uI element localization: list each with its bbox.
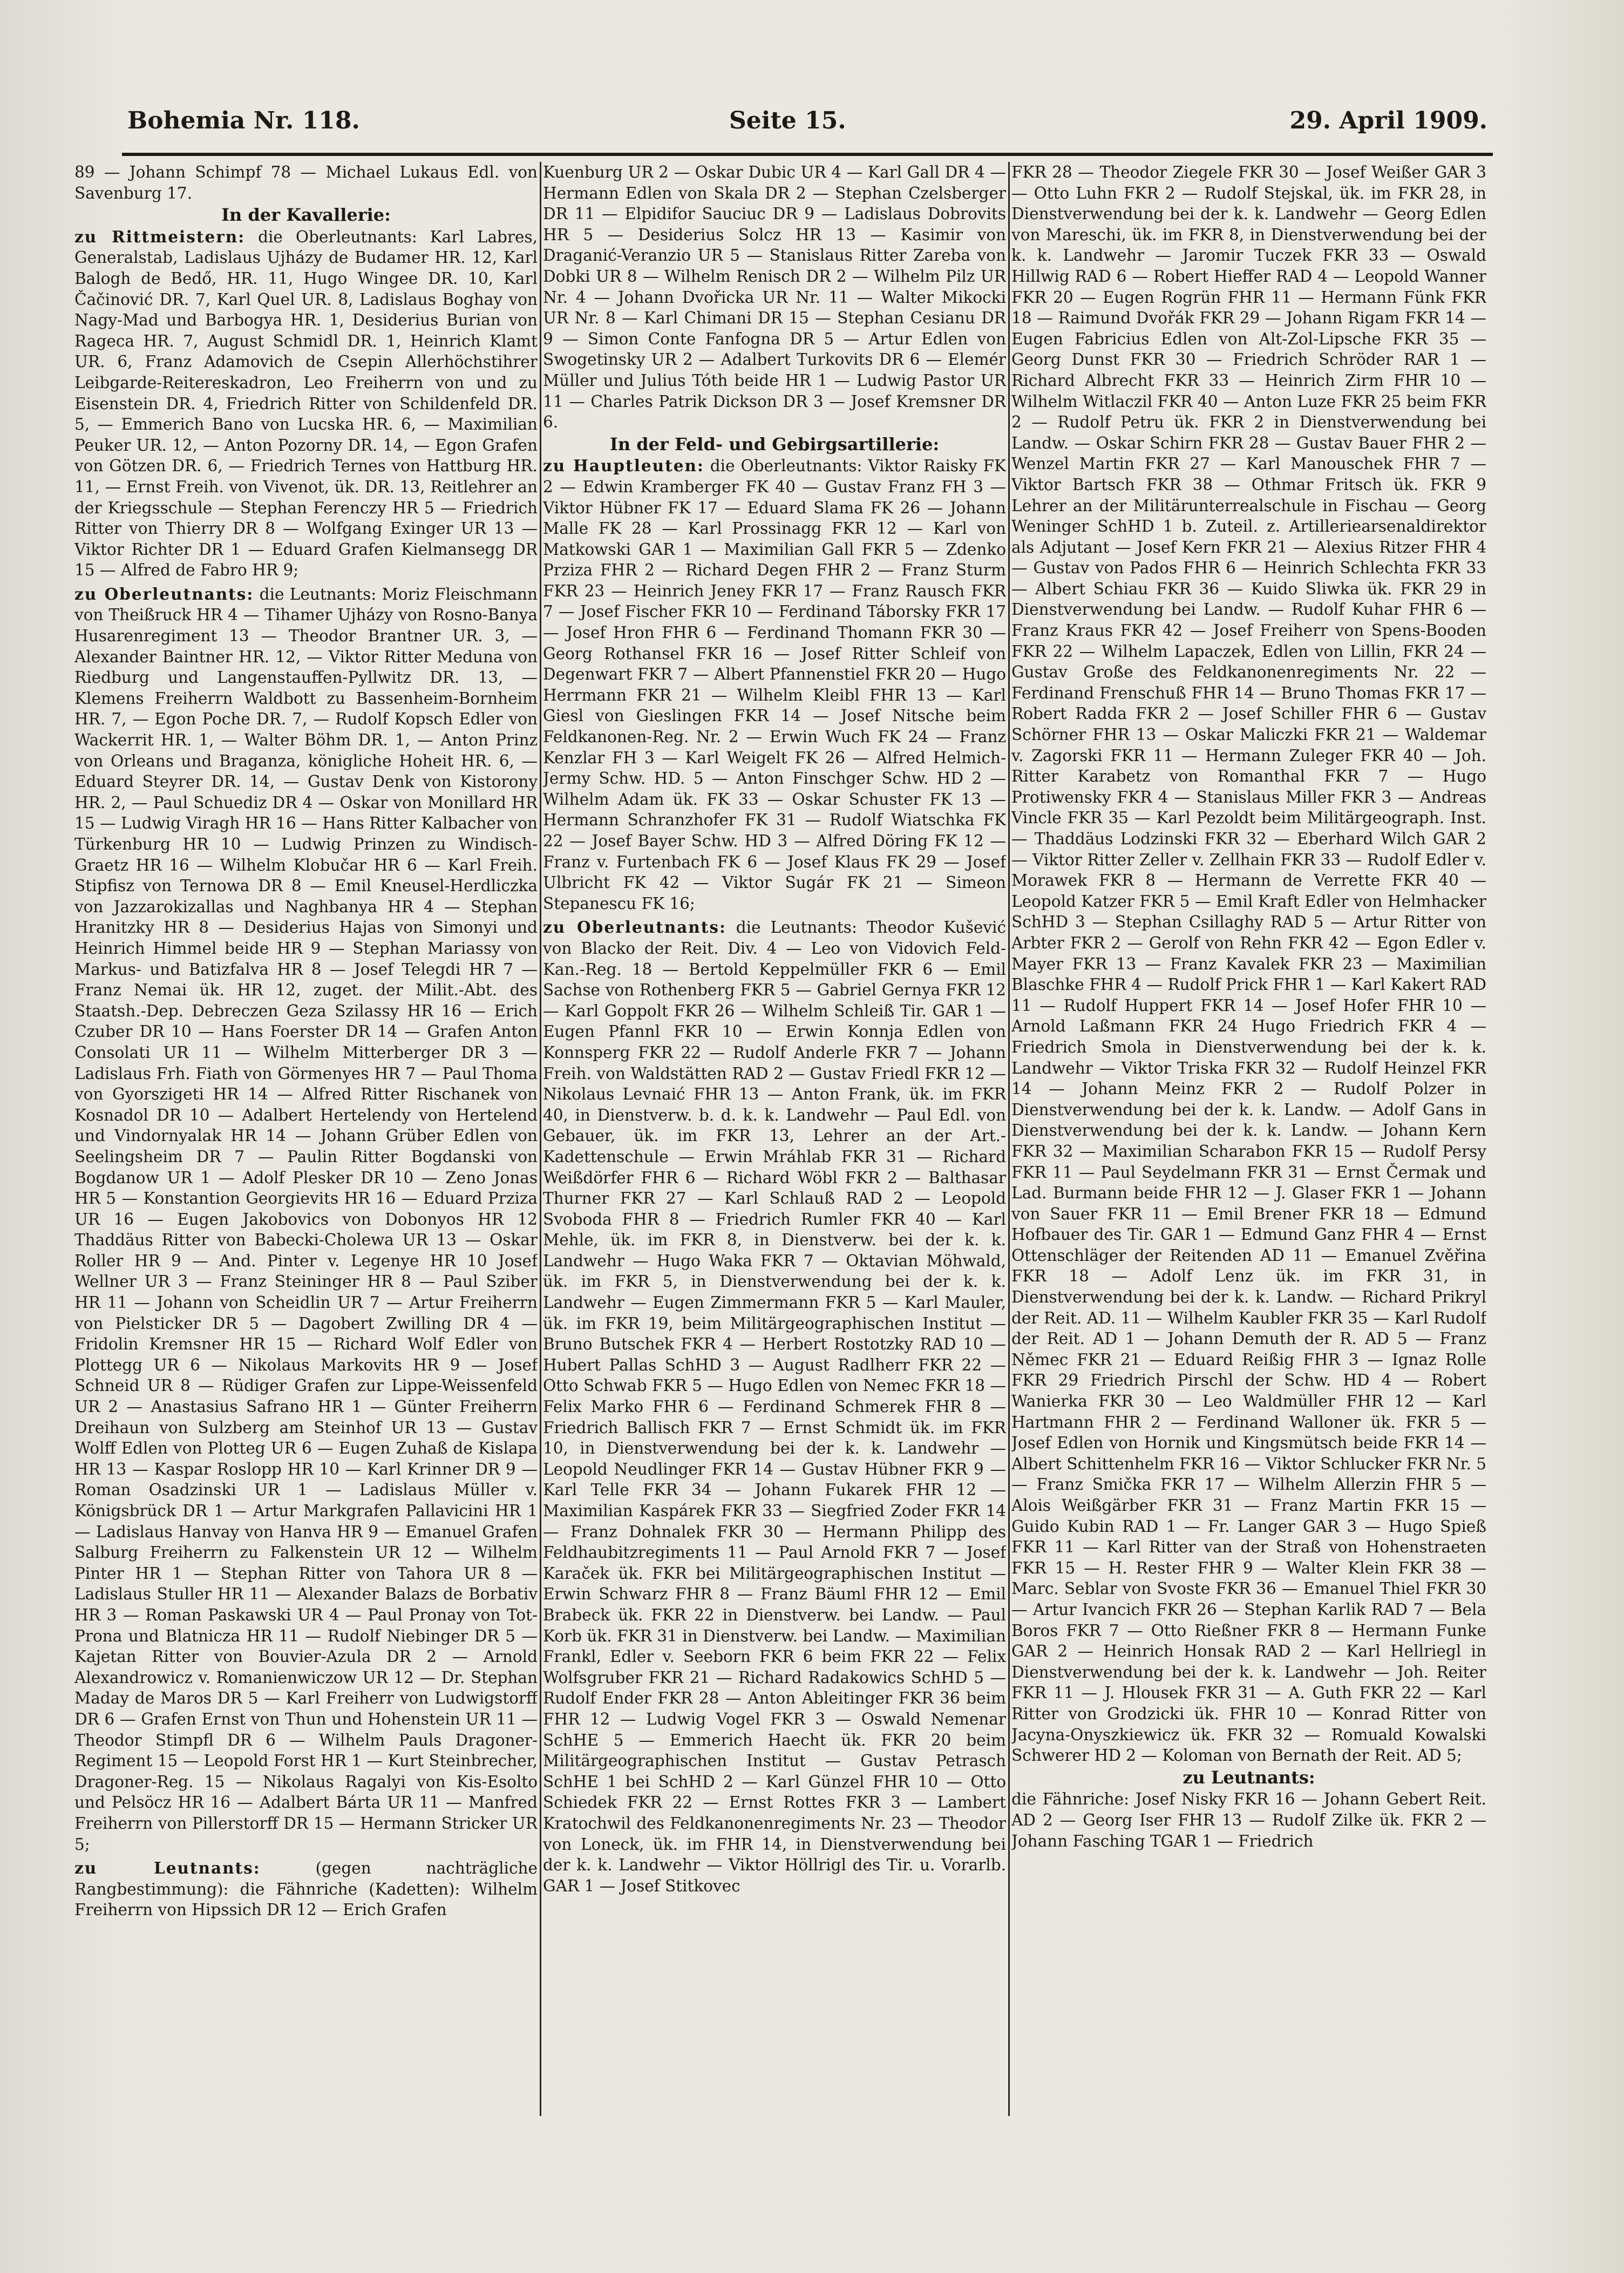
- paragraph: [74, 1858, 538, 1921]
- paragraph: FKR 28 — Theodor Ziegele FKR 30 — Josef Weißer GAR 3 — Otto Luhn FKR 2 — Rudolf Stejskal, ük. im FKR 28, in Dienstverwendung bei der k. k. Landwehr — Georg Edlen von Mareschi, ük. im FKR 8, in Dienstverwendung bei der k. k. Landwehr — Jaromir Tuczek FKR 33 — Oswald Hillwig RAD 6 — Robert Hieffer RAD 4 — Leopold Wanner FKR 20 — Eugen Rogrün FHR 11 — Hermann Fünk FKR 18 — Raimund Dvořák FKR 29 — Johann Rigam FKR 14 — Eugen Fabricius Edlen von Alt-Zol-Lipsche FKR 35 — Georg Dunst FKR 30 — Friedrich Schröder RAR 1 — Richard Albrecht FKR 33 — Heinrich Zirm FHR 10 — Wilhelm Witlaczil FKR 40 — Anton Luze FKR 25 beim FKR 2 — Rudolf Petru ük. FKR 2 in Dienstverwendung bei Landw. — Oskar Schirn FKR 28 — Gustav Bauer FHR 2 — Wenzel Martin FKR 27 — Karl Manouschek FHR 7 — Viktor Bartsch FKR 38 — Othmar Fritsch ük. FKR 9 Lehrer an der Militärunterrealschule in Fischau — Georg Weninger SchHD 1 b. Zuteil. z. Artilleriearsenaldirektor als Adjutant — Josef Kern FKR 21 — Alexius Ritzer FHR 4 — Gustav von Pados FHR 6 — Heinrich Schlechta FKR 33 — Albert Schiau FKR 36 — Kuido Sliwka ük. FKR 29 in Dienstverwendung bei Landw. — Rudolf Kuhar FHR 6 — Franz Kraus FKR 42 — Josef Freiherr von Spens-Booden FKR 22 — Wilhelm Lapaczek, Edlen von Lillin, FKR 24 — Gustav Große des Feldkanonenregiments Nr. 22 — Ferdinand Frenschuß FHR 14 — Bruno Thomas FKR 17 — Robert Radda FKR 2 — Josef Schiller FHR 6 — Gustav Schörner FHR 13 — Oskar Maliczki FKR 21 — Waldemar v. Zagorski FKR 11 — Hermann Zuleger FKR 40 — Joh. Ritter Karabetz von Romanthal FKR 7 — Hugo Protiwensky FKR 4 — Stanislaus Miller FKR 3 — Andreas Vincle FKR 35 — Karl Pezoldt beim Militärgeograph. Inst. — Thaddäus Lodzinski FKR 32 — Eberhard Wilch GAR 2 — Viktor Ritter Zeller v. Zellhain FKR 33 — Rudolf Edler v. Morawek FKR 8 — Hermann de Verrette FKR 40 — Leopold Katzer FKR 5 — Emil Kraft Edler von Helmhacker SchHD 3 — Stephan Csillaghy RAD 5 — Artur Ritter von Arbter FKR 2 — Gerolf von Rehn FKR 42 — Egon Edler v. Mayer FKR 13 — Franz Kavalek FKR 23 — Maximilian Blaschke FHR 4 — Rudolf Prick FHR 1 — Karl Kakert RAD 11 — Rudolf Huppert FKR 14 — Josef Hofer FHR 10 — Arnold Laßmann FKR 24 Hugo Friedrich FKR 4 — Friedrich Smola in Dienstverwendung bei der k. k. Landwehr — Viktor Triska FKR 32 — Rudolf Heinzel FKR 14 — Johann Meinz FKR 2 — Rudolf Polzer in Dienstverwendung bei der k. k. Landw. — Adolf Gans in Dienstverwendung bei der k. k. Landw. — Johann Kern FKR 32 — Maximilian Scharabon FKR 15 — Rudolf Persy FKR 11 — Paul Seydelmann FKR 31 — Ernst Čermak und Lad. Burmann beide FHR 12 — J. Glaser FKR 1 — Johann von Sauer FKR 11 — Emil Brener FKR 18 — Edmund Hofbauer des Tir. GAR 1 — Edmund Ganz FHR 4 — Ernst Ottenschläger der Reitenden AD 11 — Emanuel Zvěřina FKR 18 — Adolf Lenz ük. im FKR 31, in Dienstverwendung bei der k. k. Landw. — Richard Prikryl der Reit. AD. 11 — Wilhelm Kaubler FKR 35 — Karl Rudolf der Reit. AD 1 — Johann Demuth der R. AD 5 — Franz Němec FKR 21 — Eduard Reißig FHR 3 — Ignaz Rolle FKR 29 Friedrich Pirschl der Schw. HD 4 — Robert Wanierka FKR 30 — Leo Waldmüller FHR 12 — Karl Hartmann FHR 2 — Ferdinand Walloner ük. FKR 5 — Josef Edlen von Hornik und Kingsmütsch beide FKR 14 — Albert Schittenhelm FKR 16 — Viktor Schlucker FKR Nr. 5 — Franz Smička FKR 17 — Wilhelm Allerzin FHR 5 — Alois Weißgärber FKR 31 — Franz Martin FKR 15 — Guido Kubin RAD 1 — Fr. Langer GAR 3 — Hugo Spieß FKR 11 — Karl Ritter van der Straß von Hohenstraeten FKR 15 — H. Rester FHR 9 — Walter Klein FKR 38 — Marc. Seblar von Svoste FKR 36 — Emanuel Thiel FKR 30 — Artur Ivancich FKR 26 — Stephan Karlik RAD 7 — Bela Boros FKR 7 — Otto Rießner FKR 8 — Hermann Funke GAR 2 — Heinrich Honsak RAD 2 — Karl Hellriegl in Dienstverwendung bei der k. k. Landwehr — Joh. Reiter FKR 11 — J. Hlousek FKR 31 — A. Guth FKR 22 — Karl Ritter von Grodzicki ük. FHR 10 — Konrad Ritter von Jacyna-Onyszkiewicz ük. FKR 32 — Romuald Kowalski Schwerer HD 2 — Koloman von Bernath der Reit. AD 5;: [1011, 163, 1486, 1765]
- promotion-list: (gegen nachträgliche Rangbestimmung): die Fähnriche (Kadetten): Wilhelm Freiherrn von Hipssich DR 12 — Erich Grafen: [74, 1859, 538, 1919]
- paragraph: [74, 584, 538, 1855]
- promotion-list: die Leutnants: Theodor Kušević von Blacko der Reit. Div. 4 — Leo von Vidovich Feld-Kan.-Reg. 18 — Bertold Keppelmüller FKR 6 — Emil Sachse von Rothenberg FKR 5 — Gabriel Gernya FKR 12 — Karl Goppolt FKR 26 — Wilhelm Schleiß Tir. GAR 1 — Eugen Pfannl FKR 10 — Erwin Konnja Edlen von Konnsperg FKR 22 — Rudolf Anderle FKR 7 — Johann Freih. von Waldstätten RAD 2 — Gustav Friedl FKR 12 — Nikolaus Levnaić FHR 13 — Anton Frank, ük. im FKR 40, in Dienstverw. b. d. k. k. Landwehr — Paul Edl. von Gebauer, ük. im FKR 13, Lehrer an der Art.-Kadettenschule — Erwin Mráhlab FKR 31 — Richard Weißdörfer FHR 6 — Richard Wöbl FKR 2 — Balthasar Thurner FKR 27 — Karl Schlauß RAD 2 — Leopold Svoboda FHR 8 — Friedrich Rumler FKR 40 — Karl Mehle, ük. im FKR 8, in Dienstverw. bei der k. k. Landwehr — Hugo Waka FKR 7 — Oktavian Möhwald, ük. im FKR 5, in Dienstverwendung bei der k. k. Landwehr — Eugen Zimmermann FKR 5 — Karl Mauler, ük. im FKR 19, beim Militärgeographischen Institut — Bruno Butschek FKR 4 — Herbert Rostotzky RAD 10 — Hubert Pallas SchHD 3 — August Radlherr FKR 22 — Otto Schwab FKR 5 — Hugo Edlen von Nemec FKR 18 — Felix Marko FHR 6 — Ferdinand Schmerek FHR 8 — Friedrich Ballisch FKR 7 — Ernst Schmidt ük. im FKR 10, in Dienstverwendung bei der k. k. Landwehr — Leopold Neudlinger FKR 14 — Gustav Hübner FKR 9 — Karl Telle FKR 34 — Johann Fukarek FHR 12 — Maximilian Kaspárek FKR 33 — Siegfried Zoder FKR 14 — Franz Dohnalek FKR 30 — Hermann Philipp des Feldhaubitzregiments 11 — Paul Arnold FKR 7 — Josef Karaček ük. FKR bei Militärgeographischen Institut — Erwin Schwarz FHR 8 — Franz Bäuml FHR 12 — Emil Brabeck ük. FKR 22 in Dienstverw. bei Landw. — Paul Korb ük. FKR 31 in Dienstverw. bei Landw. — Maximilian Frankl, Edler v. Seeborn FKR 6 beim FKR 22 — Felix Wolfsgruber FKR 21 — Richard Radakowics SchHD 5 — Rudolf Ender FKR 28 — Anton Ableitinger FKR 36 beim FHR 12 — Ludwig Vogel FKR 3 — Oswald Nemenar SchHE 5 — Emmerich Haecht ük. FKR 20 beim Militärgeographischen Institut — Gustav Petrasch SchHE 1 bei SchHD 2 — Karl Günzel FHR 10 — Otto Schiedek FKR 22 — Ernst Rottes FKR 3 — Lambert Kratochwil des Feldkanonenregiments Nr. 23 — Theodor von Loneck, ük. im FHR 14, in Dienstverwendung bei der k. k. Landwehr — Viktor Höllrigl des Tir. u. Vorarlb. GAR 1 — Josef Stitkovec: [543, 918, 1006, 1895]
- promotion-intro: die Fähnriche:: [1011, 1790, 1130, 1809]
- rank-heading: zu Leutnants:: [74, 1858, 261, 1878]
- rank-heading: zu Hauptleuten:: [543, 456, 704, 476]
- rank-heading: zu Oberleutnants:: [74, 584, 254, 603]
- promotion-list: die Oberleutnants: Viktor Raisky FK 2 — Edwin Kramberger FK 40 — Gustav Franz FH 3 — Viktor Hübner FK 17 — Eduard Slama FK 26 — Johann Malle FK 28 — Karl Prossinagg FKR 12 — Karl von Matkowski GAR 1 — Maximilian Gall FKR 5 — Zdenko Prziza FHR 2 — Richard Degen FHR 2 — Franz Sturm FKR 23 — Heinrich Jeney FKR 17 — Franz Rausch FKR 7 — Josef Fischer FKR 10 — Ferdinand Táborsky FKR 17 — Josef Hron FHR 6 — Ferdinand Thomann FKR 30 — Georg Rothansel FKR 16 — Josef Ritter Schleif von Degenwart FKR 7 — Albert Pfannenstiel FKR 20 — Hugo Herrmann FKR 21 — Wilhelm Kleibl FHR 13 — Karl Giesl von Gieslingen FKR 14 — Josef Nitsche beim Feldkanonen-Reg. Nr. 2 — Erwin Wuch FK 24 — Franz Kenzlar FH 3 — Karl Weigelt FK 26 — Alfred Helmich-Jermy Schw. HD. 5 — Anton Finschger Schw. HD 2 — Wilhelm Adam ük. FK 33 — Oskar Schuster FK 13 — Hermann Schranzhofer FK 31 — Rudolf Wiatschka FK 22 — Josef Bayer Schw. HD 3 — Alfred Döring FK 12 — Franz v. Furtenbach FK 6 — Josef Klaus FK 29 — Josef Ulbricht FK 42 — Viktor Sugár FK 21 — Simeon Stepanescu FK 16;: [543, 457, 1006, 913]
- page-number: Seite 15.: [729, 107, 846, 134]
- section-heading: In der Kavallerie:: [221, 205, 391, 226]
- paragraph: [74, 227, 538, 581]
- promotion-list: die Oberleutnants: Karl Labres, Generalstab, Ladislaus Ujházy de Budamer HR. 12, Karl Balogh de Bedő, HR. 11, Hugo Wingee DR. 10, Karl Čačinović DR. 7, Karl Quel UR. 8, Ladislaus Boghay von Nagy-Mad und Barbogya HR. 1, Desiderius Burian von Rageca HR. 7, August Schmidl DR. 1, Heinrich Klamt UR. 6, Franz Adamovich de Csepin Allerhöchstihrer Leibgarde-Reitereskadron, Leo Freiherrn von und zu Eisenstein DR. 4, Friedrich Ritter von Schildenfeld DR. 5, — Emmerich Bano von Lucska HR. 6, — Maximilian Peuker UR. 12, — Anton Pozorny DR. 14, — Egon Grafen von Götzen DR. 6, — Friedrich Ternes von Hattburg HR. 11, — Ernst Freih. von Vivenot, ük. DR. 13, Reitlehrer an der Kriegsschule — Stephan Ferenczy HR 5 — Friedrich Ritter von Thierry DR 8 — Wolfgang Exinger UR 13 — Viktor Richter DR 1 — Eduard Grafen Kielmansegg DR 15 — Alfred de Fabro HR 9;: [74, 227, 538, 580]
- paragraph: [543, 456, 1006, 914]
- paragraph: [1011, 1789, 1486, 1851]
- column-divider: [1008, 162, 1010, 2116]
- promotion-list: Josef Nisky FKR 16 — Johann Gebert Reit. AD 2 — Georg Iser FHR 13 — Rudolf Zilke ük. FKR 2 — Johann Fasching TGAR 1 — Friedrich: [1011, 1790, 1486, 1850]
- column-1: [74, 162, 538, 2148]
- rank-heading: zu Leutnants:: [1183, 1767, 1315, 1788]
- rank-heading: zu Oberleutnants:: [543, 918, 726, 937]
- column-3: [1011, 162, 1486, 2148]
- issue-date: 29. April 1909.: [1289, 107, 1487, 134]
- paragraph: [543, 917, 1006, 1896]
- section-heading: In der Feld- und Gebirgsartillerie:: [609, 433, 940, 454]
- page-header: [127, 107, 1487, 145]
- paragraph: Kuenburg UR 2 — Oskar Dubic UR 4 — Karl Gall DR 4 — Hermann Edlen von Skala DR 2 — Stephan Czelsberger DR 11 — Elpidifor Sauciuc DR 9 — Ladislaus Dobrovits HR 5 — Desiderius Solcz HR 13 — Kasimir von Draganić-Veranzio UR 5 — Stanislaus Ritter Zareba von Dobki UR 8 — Wilhelm Renisch DR 2 — Wilhelm Pilz UR Nr. 4 — Johann Dvořicka UR Nr. 11 — Walter Mikocki UR Nr. 8 — Karl Chimani DR 15 — Stephan Cesianu DR 9 — Simon Conte Fanfogna DR 5 — Artur Edlen von Swogetinsky UR 2 — Adalbert Turkovits DR 6 — Elemér Müller und Julius Tóth beide HR 1 — Ludwig Pastor UR 11 — Charles Patrik Dickson DR 3 — Josef Kremsner DR 6.: [543, 163, 1006, 432]
- rank-heading: zu Rittmeistern:: [74, 227, 246, 246]
- promotion-list: die Leutnants: Moriz Fleischmann von Theißruck HR 4 — Tihamer Ujházy von Rosno-Banya Husarenregiment 13 — Theodor Brantner UR. 3, — Alexander Baintner HR. 12, — Viktor Ritter Meduna von Riedburg und Langenstauffen-Pyllwitz DR. 13, — Klemens Freiherrn Waldbott zu Bassenheim-Bornheim HR. 7, — Egon Poche DR. 7, — Rudolf Kopsch Edler von Wackerrit HR. 1, — Walter Böhm DR. 1, — Anton Prinz von Orleans und Braganza, königliche Hoheit HR. 6, — Eduard Steyrer DR. 14, — Gustav Denk von Kistorony HR. 2, — Paul Schuediz DR 4 — Oskar von Monillard HR 15 — Ludwig Viragh HR 16 — Hans Ritter Kalbacher von Türkenburg HR 10 — Ludwig Prinzen zu Windisch-Graetz HR 16 — Wilhelm Klobučar HR 6 — Karl Freih. Stipfisz von Ternowa DR 8 — Emil Kneusel-Herdliczka von Jazzarokizallas und Naghbanya HR 4 — Stephan Hranitzky HR 8 — Desiderius Hajas von Simonyi und Heinrich Himmel beide HR 9 — Stephan Mariassy von Markus- und Batizfalva HR 8 — Josef Telegdi HR 7 — Franz Nemai ük. HR 12, zuget. der Milit.-Abt. des Staatsh.-Dep. Debreczen Geza Szilassy HR 16 — Erich Czuber DR 10 — Hans Foerster DR 14 — Grafen Anton Consolati UR 11 — Wilhelm Mitterberger DR 3 — Ladislaus Frh. Fiath von Görmenyes HR 7 — Paul Thoma von Gyorszigeti HR 14 — Alfred Ritter Rischanek von Kosnadol DR 10 — Adalbert Hertelendy von Hertelend und Vindornyalak HR 14 — Johann Grüber Edlen von Seelingsheim DR 7 — Paulin Ritter Bogdanski von Bogdanow UR 1 — Adolf Plesker DR 10 — Zeno Jonas HR 5 — Konstantion Georgievits HR 16 — Eduard Prziza UR 16 — Eugen Jakobovics von Dobonyos HR 12 Thaddäus Ritter von Babecki-Cholewa UR 13 — Oskar Roller HR 9 — And. Pinter v. Legenye HR 10 Josef Wellner UR 3 — Franz Steininger HR 8 — Paul Sziber HR 11 — Johann von Scheidlin UR 7 — Artur Freiherrn von Pielsticker DR 5 — Dagobert Zwilling DR 4 — Fridolin Kremsner HR 15 — Richard Wolf Edler von Plottegg UR 6 — Nikolaus Markovits HR 9 — Josef Schneid UR 8 — Rüdiger Grafen zur Lippe-Weissenfeld UR 2 — Anastasius Safrano HR 1 — Günter Freiherrn Dreihaun von Sulzberg am Steinhof UR 13 — Gustav Wolff Edlen von Plotteg UR 6 — Eugen Zuhaß de Kislapa HR 13 — Kaspar Roslopp HR 10 — Karl Krinner DR 9 — Roman Osadzinski UR 1 — Ladislaus Müller v. Königsbrück DR 1 — Artur Markgrafen Pallavicini HR 1 — Ladislaus Hanvay von Hanva HR 9 — Emanuel Grafen Salburg Freiherrn zu Falkenstein UR 12 — Wilhelm Pinter HR 1 — Stephan Ritter von Tahora UR 8 — Ladislaus Stuller HR 11 — Alexander Balazs de Borbativ HR 3 — Roman Paskawski UR 4 — Paul Pronay von Tot-Prona und Blatnicza HR 11 — Rudolf Niebinger DR 5 — Kajetan Ritter von Bouvier-Azula DR 2 — Arnold Alexandrowicz v. Romanienwiczow UR 12 — Dr. Stephan Maday de Maros DR 5 — Karl Freiherr von Ludwigstorff DR 6 — Grafen Ernst von Thun und Hohenstein UR 11 — Theodor Stimpfl DR 6 — Wilhelm Pauls Dragoner-Regiment 15 — Leopold Forst HR 1 — Kurt Steinbrecher, Dragoner-Reg. 15 — Nikolaus Ragalyi von Kis-Esolto und Pelsöcz HR 16 — Adalbert Bárta UR 11 — Manfred Freiherrn von Pillerstorff DR 15 — Hermann Stricker UR 5;: [74, 585, 538, 1854]
- header-rule: [122, 153, 1493, 156]
- column-divider: [540, 162, 541, 2116]
- masthead-issue: Bohemia Nr. 118.: [127, 107, 360, 134]
- column-2: [543, 162, 1006, 2148]
- paragraph: 89 — Johann Schimpf 78 — Michael Lukaus Edl. von Savenburg 17.: [74, 163, 538, 202]
